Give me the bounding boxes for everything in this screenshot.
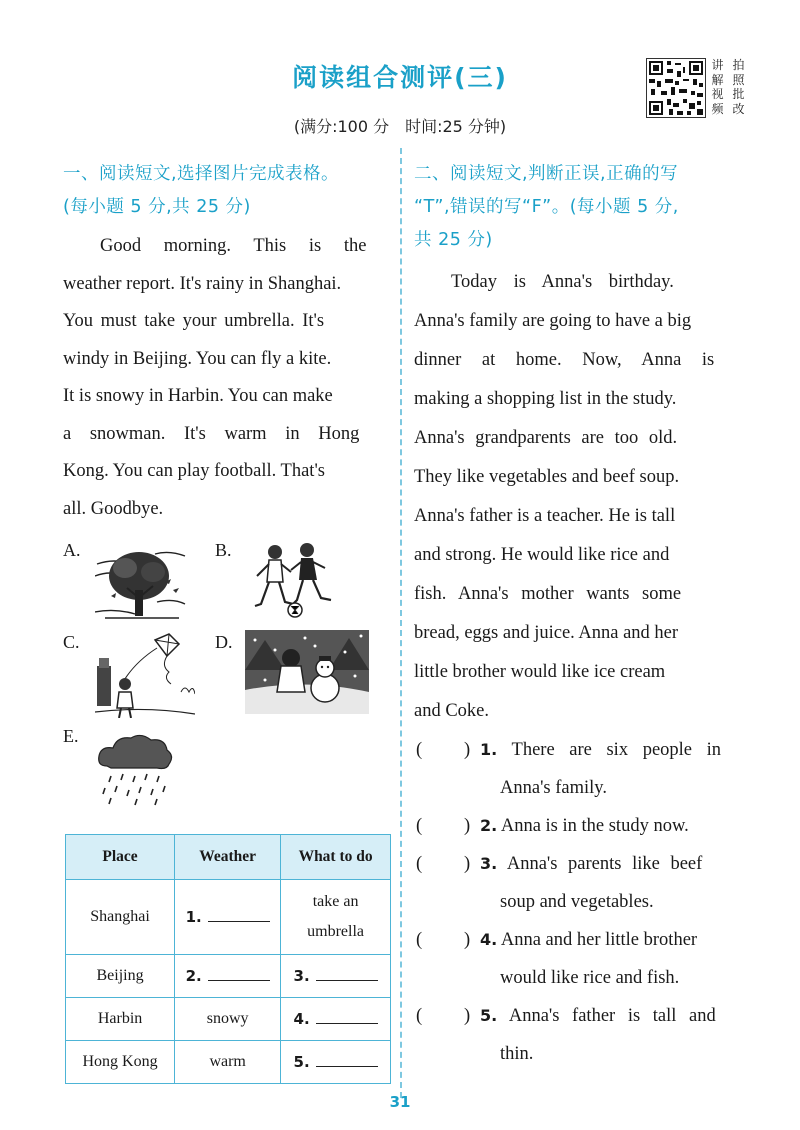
picture-a-label: A.: [63, 540, 81, 560]
picture-c-label: C.: [63, 632, 80, 652]
birthday-passage: Today is Anna's birthday. Anna's family are going to have a big dinner at home. Now, Anna is making a shopping list in the study. Anna's grandparents are too old. They like vegetables and beef soup. Anna's father is a teacher. He is tall and strong. He would like rice and fish. Anna's mother wants some bread, eggs and juice. Anna and her little brother would like ice cream and Coke.: [414, 272, 715, 721]
kite-flying-icon: [95, 632, 195, 723]
picture-b-label: B.: [215, 540, 232, 560]
table-row: [66, 998, 391, 1041]
section-one: [63, 158, 391, 1071]
question-1[interactable]: ( ) 1. There are six people in Anna's family.: [416, 740, 722, 798]
cell-weather: snowy: [175, 998, 281, 1041]
section-two: [414, 158, 736, 1073]
question-5[interactable]: ( ) 5. Anna's father is tall and thin.: [416, 1006, 716, 1064]
question-2[interactable]: ( ) 2. Anna is in the study now.: [416, 816, 689, 836]
col-header-what-to-do: What to do: [281, 835, 391, 880]
section-two-heading: 二、阅读短文,判断正误,正确的写 “T”,错误的写“F”。(每小题 5 分, 共 25 分): [414, 164, 679, 250]
picture-d-label: D.: [215, 632, 233, 652]
question-4[interactable]: ( ) 4. Anna and her little brother would like rice and fish.: [416, 930, 698, 988]
question-3[interactable]: ( ) 3. Anna's parents like beef soup and vegetables.: [416, 854, 703, 912]
answer-blank-1[interactable]: 1.: [175, 880, 281, 955]
cell-what-to-do: take an umbrella: [281, 880, 391, 955]
cell-weather: warm: [175, 1041, 281, 1084]
weather-passage: Good morning. This is the weather report. It's rainy in Shanghai. You must take your umbrella. It's windy in Beijing. You can fly a kite. It is snowy in Harbin. You can make a snowman. It's warm in Hong Kong. You can play football. That's all. Goodbye.: [63, 236, 367, 519]
weather-table: [65, 834, 391, 1084]
table-row: [66, 955, 391, 998]
qr-caption: 讲 拍 解 照 视 批 频 改: [711, 58, 745, 116]
col-header-weather: Weather: [175, 835, 281, 880]
score-time-subtitle: (满分:100 分 时间:25 分钟): [293, 117, 507, 136]
page-title: 阅读组合测评(三): [292, 63, 508, 92]
answer-blank-5[interactable]: 5.: [281, 1041, 391, 1084]
table-row: [66, 1041, 391, 1084]
football-players-icon: [251, 540, 341, 627]
cell-place: Harbin: [66, 998, 175, 1041]
picture-e-label: E.: [63, 726, 79, 746]
table-row: [66, 880, 391, 955]
snowman-icon: [245, 630, 369, 719]
answer-blank-3[interactable]: 3.: [281, 955, 391, 998]
answer-blank-2[interactable]: 2.: [175, 955, 281, 998]
page-number: 31: [389, 1093, 411, 1111]
windy-tree-icon: [95, 542, 187, 627]
qr-code-icon[interactable]: [646, 58, 706, 118]
col-header-place: Place: [66, 835, 175, 880]
picture-options: [63, 532, 391, 832]
column-divider: [400, 148, 402, 1098]
cell-place: Hong Kong: [66, 1041, 175, 1084]
table-header-row: [66, 835, 391, 880]
true-false-questions: [414, 731, 736, 1073]
answer-blank-4[interactable]: 4.: [281, 998, 391, 1041]
cell-place: Beijing: [66, 955, 175, 998]
section-one-heading: 一、阅读短文,选择图片完成表格。 (每小题 5 分,共 25 分): [63, 164, 340, 217]
rain-cloud-icon: [97, 732, 173, 811]
cell-place: Shanghai: [66, 880, 175, 955]
